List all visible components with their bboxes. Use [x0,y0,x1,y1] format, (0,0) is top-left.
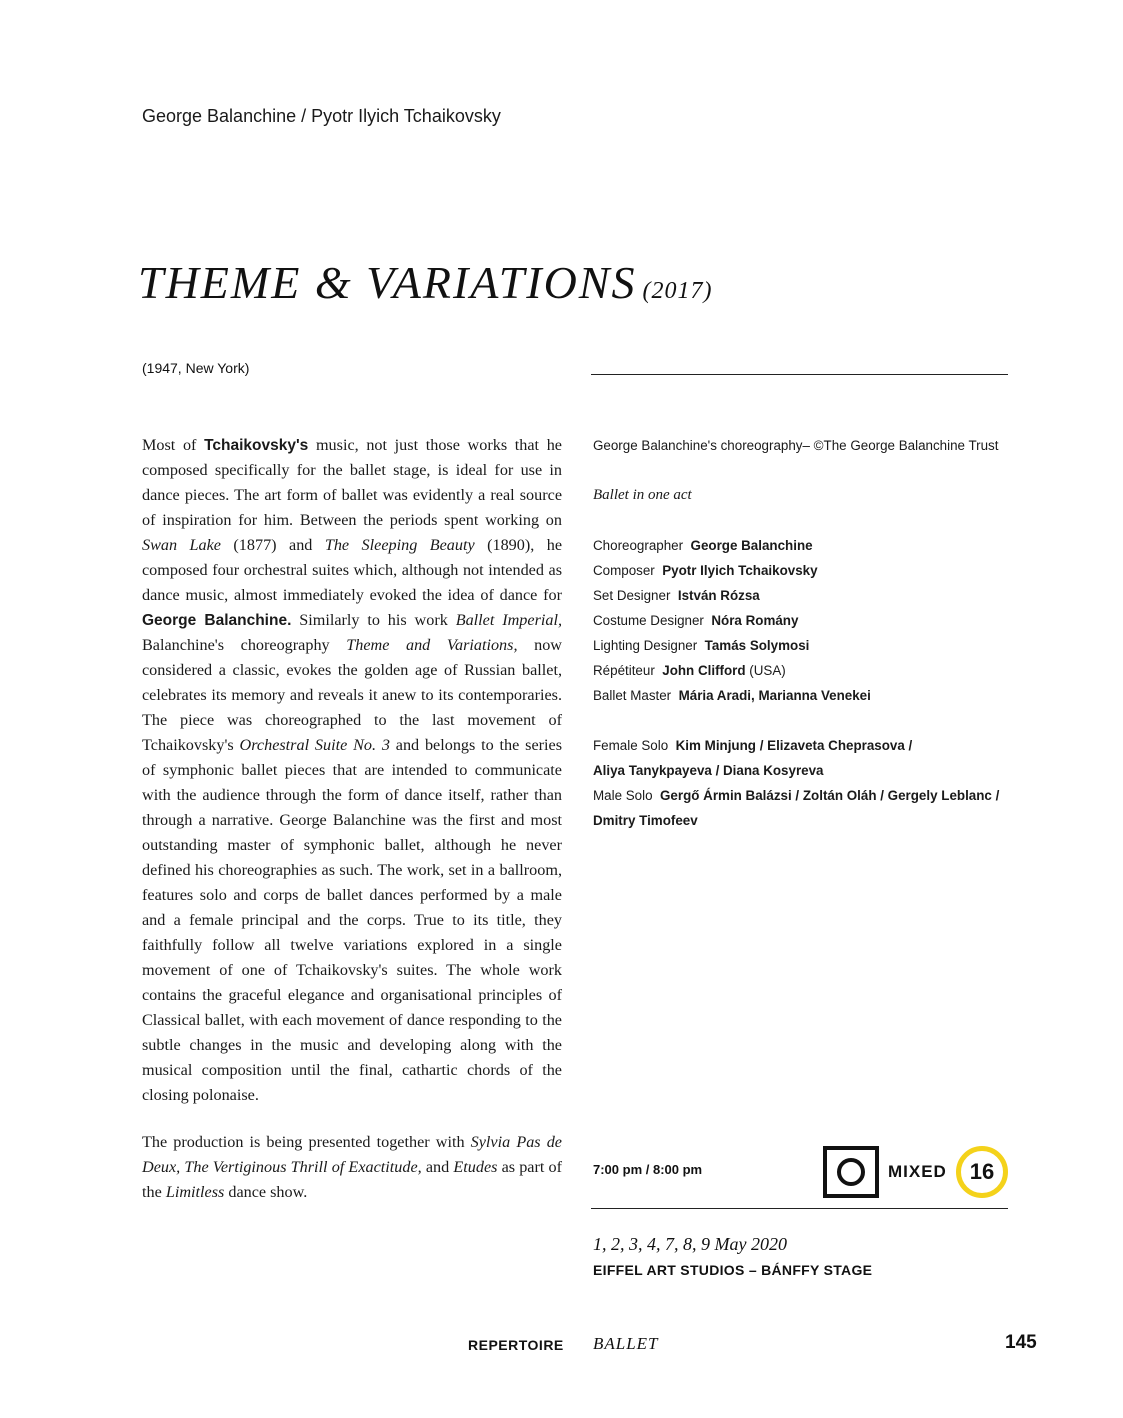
mixed-program-icon [823,1146,879,1198]
text-span: now considered a classic, evokes the golden age of Russian ballet, celebrates its memory and reveals it anew to its contemporaries. The piece was choreographed to the last movement of Tchaikovsky's [142,636,562,754]
body-paragraph-1 [142,433,562,1108]
credits-block [593,433,1013,833]
work-title: Limitless [165,1183,225,1201]
circle-icon [837,1158,865,1186]
genre-line: Ballet in one act [593,487,692,503]
title-main: THEME & VARIATIONS [138,257,637,308]
footer-section: REPERTOIRE [468,1337,564,1353]
work-title: The Sleeping Beauty [324,536,475,554]
credit-name: Nóra Romány [711,613,799,628]
text-span: (1877) and [220,536,325,554]
body-text [142,433,562,1227]
cast-names: Aliya Tanykpayeva / Diana Kosyreva [593,763,824,778]
text-span: Similarly to his work [291,611,456,629]
text-span: music, not just those works that he composed specifically for the ballet stage, is ideal for use in dance pieces. The art form of ballet was evidently a real source of inspiration for him. Between the periods spent working on [142,436,562,529]
page-number: 145 [1005,1332,1037,1353]
text-span: (1890), he composed four orchestral suites which, although not intended as dance music, almost immediately evoked the idea of dance for [142,536,563,604]
program-label: MIXED [888,1162,947,1181]
credit-row [593,608,1013,633]
credit-row [593,658,1013,683]
cast-names: Gergő Ármin Balázsi / Zoltán Oláh / Gergely Leblanc / [660,788,1000,803]
work-title: Ballet Imperial, [455,611,562,629]
credit-role: Lighting Designer [593,638,698,653]
cast-row-continued [593,758,1013,783]
credit-name: John Clifford [662,663,746,678]
credit-suffix: (USA) [745,663,786,678]
credit-row [593,533,1013,558]
credit-row [593,558,1013,583]
credit-role: Ballet Master [593,688,672,703]
footer-genre: BALLET [593,1334,659,1353]
text-span: Most of [142,436,205,454]
work-title: Sylvia Pas de Deux, The Vertiginous Thrill of Exactitude, [142,1133,562,1176]
performance-dates: 1, 2, 3, 4, 7, 8, 9 May 2020 [593,1234,787,1254]
work-title: Theme and Variations, [346,636,518,654]
credit-name: George Balanchine [690,538,813,553]
show-times: 7:00 pm / 8:00 pm [593,1162,703,1177]
credit-role: Composer [593,563,655,578]
text-span: and [421,1158,454,1176]
bold-name: Tchaikovsky's [204,437,309,454]
credit-name: István Rózsa [677,588,760,603]
text-span: The production is being presented together with [142,1133,471,1151]
premiere-info: (1947, New York) [142,360,250,376]
page-title [138,256,712,309]
text-span: as part of the [142,1158,563,1201]
credit-role: Costume Designer [593,613,704,628]
work-title: Etudes [453,1158,498,1176]
credit-role: Choreographer [593,538,684,553]
credit-row [593,633,1013,658]
work-title: Orchestral Suite No. 3 [239,736,390,754]
cast-names: Dmitry Timofeev [593,813,698,828]
credit-name: Tamás Solymosi [704,638,810,653]
text-span: Balanchine's choreography [142,636,347,654]
body-paragraph-2 [142,1130,562,1205]
credit-row [593,683,1013,708]
cast-row [593,733,1013,758]
cast-role: Male Solo [593,788,653,803]
cast-row-continued [593,808,1013,833]
credit-name: Mária Aradi, Marianna Venekei [678,688,871,703]
venue: EIFFEL ART STUDIOS – BÁNFFY STAGE [593,1262,873,1278]
credit-name: Pyotr Ilyich Tchaikovsky [662,563,818,578]
work-title: Swan Lake [142,536,221,554]
credit-role: Répétiteur [593,663,655,678]
text-span: dance show. [224,1183,308,1201]
cast-role: Female Solo [593,738,669,753]
credit-role: Set Designer [593,588,671,603]
text-span: and belongs to the series of symphonic ballet pieces that are intended to communicate with the audience through the form of dance itself, rather than through a narrative. George Balanchine was the first and most outstanding master of symphonic ballet, although he never defined his choreographies as such. The work, set in a ballroom, features solo and corps de ballet dances performed by a male and a female principal and the corps. True to its title, they faithfully follow all twelve variations explored in a single movement of one of Tchaikovsky's suites. The whole work contains the graceful elegance and organisational principles of Classical ballet, with each movement of dance responding to the subtle changes in the music and developing along with the musical composition until the final, cathartic chords of the closing polonaise. [142,736,562,1104]
bold-name: George Balanchine. [142,612,292,629]
cast-names: Kim Minjung / Elizaveta Cheprasova / [675,738,913,753]
running-header: George Balanchine / Pyotr Ilyich Tchaikovsky [142,106,501,126]
copyright-line: George Balanchine's choreography– ©The George Balanchine Trust [593,438,999,453]
divider-top [591,374,1008,375]
age-rating-badge: 16 [956,1146,1008,1198]
credit-row [593,583,1013,608]
divider-bottom [591,1208,1008,1209]
title-year: (2017) [642,278,713,304]
cast-row [593,783,1013,808]
